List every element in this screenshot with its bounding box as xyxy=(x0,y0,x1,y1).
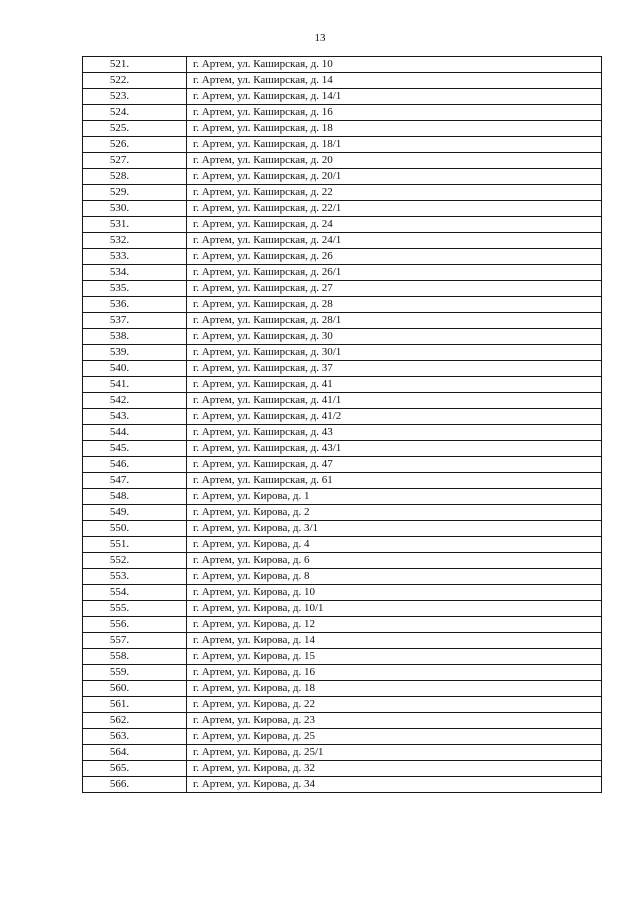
table-row xyxy=(83,761,602,777)
row-number: 538. xyxy=(83,329,187,345)
row-address: г. Артем, ул. Каширская, д. 22/1 xyxy=(187,201,602,217)
row-address: г. Артем, ул. Кирова, д. 22 xyxy=(187,697,602,713)
row-number: 530. xyxy=(83,201,187,217)
page-number: 13 xyxy=(314,32,326,44)
row-address: г. Артем, ул. Каширская, д. 14/1 xyxy=(187,89,602,105)
row-address: г. Артем, ул. Кирова, д. 1 xyxy=(187,489,602,505)
table-row xyxy=(83,681,602,697)
row-number: 554. xyxy=(83,585,187,601)
row-address: г. Артем, ул. Каширская, д. 27 xyxy=(187,281,602,297)
table-row xyxy=(83,585,602,601)
row-address: г. Артем, ул. Кирова, д. 25 xyxy=(187,729,602,745)
row-number: 562. xyxy=(83,713,187,729)
table-row xyxy=(83,345,602,361)
row-number: 533. xyxy=(83,249,187,265)
table-row xyxy=(83,601,602,617)
table-row xyxy=(83,745,602,761)
row-number: 539. xyxy=(83,345,187,361)
row-number: 544. xyxy=(83,425,187,441)
row-address: г. Артем, ул. Кирова, д. 14 xyxy=(187,633,602,649)
row-number: 528. xyxy=(83,169,187,185)
row-number: 563. xyxy=(83,729,187,745)
table-row xyxy=(83,537,602,553)
row-address: г. Артем, ул. Каширская, д. 24/1 xyxy=(187,233,602,249)
row-address: г. Артем, ул. Каширская, д. 16 xyxy=(187,105,602,121)
row-address: г. Артем, ул. Кирова, д. 18 xyxy=(187,681,602,697)
table-row xyxy=(83,233,602,249)
table-row xyxy=(83,393,602,409)
table-row xyxy=(83,473,602,489)
table-row xyxy=(83,665,602,681)
row-number: 535. xyxy=(83,281,187,297)
row-number: 550. xyxy=(83,521,187,537)
table-row xyxy=(83,73,602,89)
row-number: 557. xyxy=(83,633,187,649)
row-number: 536. xyxy=(83,297,187,313)
row-number: 545. xyxy=(83,441,187,457)
table-row xyxy=(83,697,602,713)
row-address: г. Артем, ул. Кирова, д. 3/1 xyxy=(187,521,602,537)
table-row xyxy=(83,137,602,153)
row-address: г. Артем, ул. Кирова, д. 15 xyxy=(187,649,602,665)
row-number: 564. xyxy=(83,745,187,761)
row-address: г. Артем, ул. Кирова, д. 12 xyxy=(187,617,602,633)
table-row xyxy=(83,633,602,649)
row-address: г. Артем, ул. Кирова, д. 32 xyxy=(187,761,602,777)
row-number: 547. xyxy=(83,473,187,489)
row-number: 541. xyxy=(83,377,187,393)
row-address: г. Артем, ул. Каширская, д. 30 xyxy=(187,329,602,345)
table-row xyxy=(83,553,602,569)
table-row xyxy=(83,361,602,377)
row-address: г. Артем, ул. Каширская, д. 41/2 xyxy=(187,409,602,425)
row-number: 532. xyxy=(83,233,187,249)
table-row xyxy=(83,201,602,217)
row-number: 553. xyxy=(83,569,187,585)
row-address: г. Артем, ул. Каширская, д. 18 xyxy=(187,121,602,137)
row-number: 565. xyxy=(83,761,187,777)
row-address: г. Артем, ул. Кирова, д. 6 xyxy=(187,553,602,569)
row-address: г. Артем, ул. Каширская, д. 26/1 xyxy=(187,265,602,281)
row-number: 526. xyxy=(83,137,187,153)
row-address: г. Артем, ул. Каширская, д. 37 xyxy=(187,361,602,377)
row-address: г. Артем, ул. Каширская, д. 47 xyxy=(187,457,602,473)
table-row xyxy=(83,121,602,137)
table-row xyxy=(83,153,602,169)
row-number: 522. xyxy=(83,73,187,89)
row-address: г. Артем, ул. Каширская, д. 41 xyxy=(187,377,602,393)
table-row xyxy=(83,425,602,441)
row-number: 542. xyxy=(83,393,187,409)
row-number: 566. xyxy=(83,777,187,793)
table-row xyxy=(83,777,602,793)
row-number: 531. xyxy=(83,217,187,233)
row-address: г. Артем, ул. Кирова, д. 2 xyxy=(187,505,602,521)
table-row xyxy=(83,265,602,281)
table-row xyxy=(83,441,602,457)
row-number: 549. xyxy=(83,505,187,521)
row-address: г. Артем, ул. Каширская, д. 28/1 xyxy=(187,313,602,329)
table-row xyxy=(83,617,602,633)
table-row xyxy=(83,105,602,121)
row-number: 558. xyxy=(83,649,187,665)
row-address: г. Артем, ул. Каширская, д. 43 xyxy=(187,425,602,441)
table-row xyxy=(83,217,602,233)
row-number: 527. xyxy=(83,153,187,169)
table-row xyxy=(83,409,602,425)
table-row xyxy=(83,729,602,745)
table-row xyxy=(83,377,602,393)
table-row xyxy=(83,505,602,521)
address-table xyxy=(82,56,602,793)
row-number: 548. xyxy=(83,489,187,505)
table-row xyxy=(83,57,602,73)
row-number: 537. xyxy=(83,313,187,329)
row-address: г. Артем, ул. Каширская, д. 26 xyxy=(187,249,602,265)
row-address: г. Артем, ул. Каширская, д. 28 xyxy=(187,297,602,313)
table-row xyxy=(83,713,602,729)
table-row xyxy=(83,89,602,105)
row-number: 524. xyxy=(83,105,187,121)
row-address: г. Артем, ул. Кирова, д. 34 xyxy=(187,777,602,793)
table-row xyxy=(83,185,602,201)
row-number: 559. xyxy=(83,665,187,681)
table-row xyxy=(83,521,602,537)
table-row xyxy=(83,281,602,297)
row-number: 523. xyxy=(83,89,187,105)
row-number: 546. xyxy=(83,457,187,473)
row-address: г. Артем, ул. Каширская, д. 61 xyxy=(187,473,602,489)
address-table-body xyxy=(83,57,602,793)
row-number: 555. xyxy=(83,601,187,617)
table-row xyxy=(83,169,602,185)
row-number: 561. xyxy=(83,697,187,713)
row-number: 521. xyxy=(83,57,187,73)
row-address: г. Артем, ул. Кирова, д. 8 xyxy=(187,569,602,585)
row-address: г. Артем, ул. Каширская, д. 30/1 xyxy=(187,345,602,361)
table-row xyxy=(83,249,602,265)
row-address: г. Артем, ул. Кирова, д. 4 xyxy=(187,537,602,553)
table-row xyxy=(83,649,602,665)
row-number: 540. xyxy=(83,361,187,377)
row-number: 543. xyxy=(83,409,187,425)
table-row xyxy=(83,313,602,329)
row-number: 534. xyxy=(83,265,187,281)
row-address: г. Артем, ул. Кирова, д. 16 xyxy=(187,665,602,681)
row-address: г. Артем, ул. Каширская, д. 43/1 xyxy=(187,441,602,457)
row-number: 551. xyxy=(83,537,187,553)
row-address: г. Артем, ул. Каширская, д. 18/1 xyxy=(187,137,602,153)
row-address: г. Артем, ул. Каширская, д. 22 xyxy=(187,185,602,201)
row-number: 525. xyxy=(83,121,187,137)
row-number: 552. xyxy=(83,553,187,569)
row-address: г. Артем, ул. Каширская, д. 24 xyxy=(187,217,602,233)
row-address: г. Артем, ул. Каширская, д. 20/1 xyxy=(187,169,602,185)
row-address: г. Артем, ул. Кирова, д. 10 xyxy=(187,585,602,601)
table-row xyxy=(83,489,602,505)
row-address: г. Артем, ул. Каширская, д. 41/1 xyxy=(187,393,602,409)
row-number: 556. xyxy=(83,617,187,633)
table-row xyxy=(83,569,602,585)
row-address: г. Артем, ул. Каширская, д. 14 xyxy=(187,73,602,89)
row-address: г. Артем, ул. Каширская, д. 10 xyxy=(187,57,602,73)
table-row xyxy=(83,297,602,313)
row-address: г. Артем, ул. Кирова, д. 25/1 xyxy=(187,745,602,761)
row-number: 560. xyxy=(83,681,187,697)
table-row xyxy=(83,457,602,473)
table-row xyxy=(83,329,602,345)
row-address: г. Артем, ул. Каширская, д. 20 xyxy=(187,153,602,169)
row-address: г. Артем, ул. Кирова, д. 23 xyxy=(187,713,602,729)
row-number: 529. xyxy=(83,185,187,201)
row-address: г. Артем, ул. Кирова, д. 10/1 xyxy=(187,601,602,617)
